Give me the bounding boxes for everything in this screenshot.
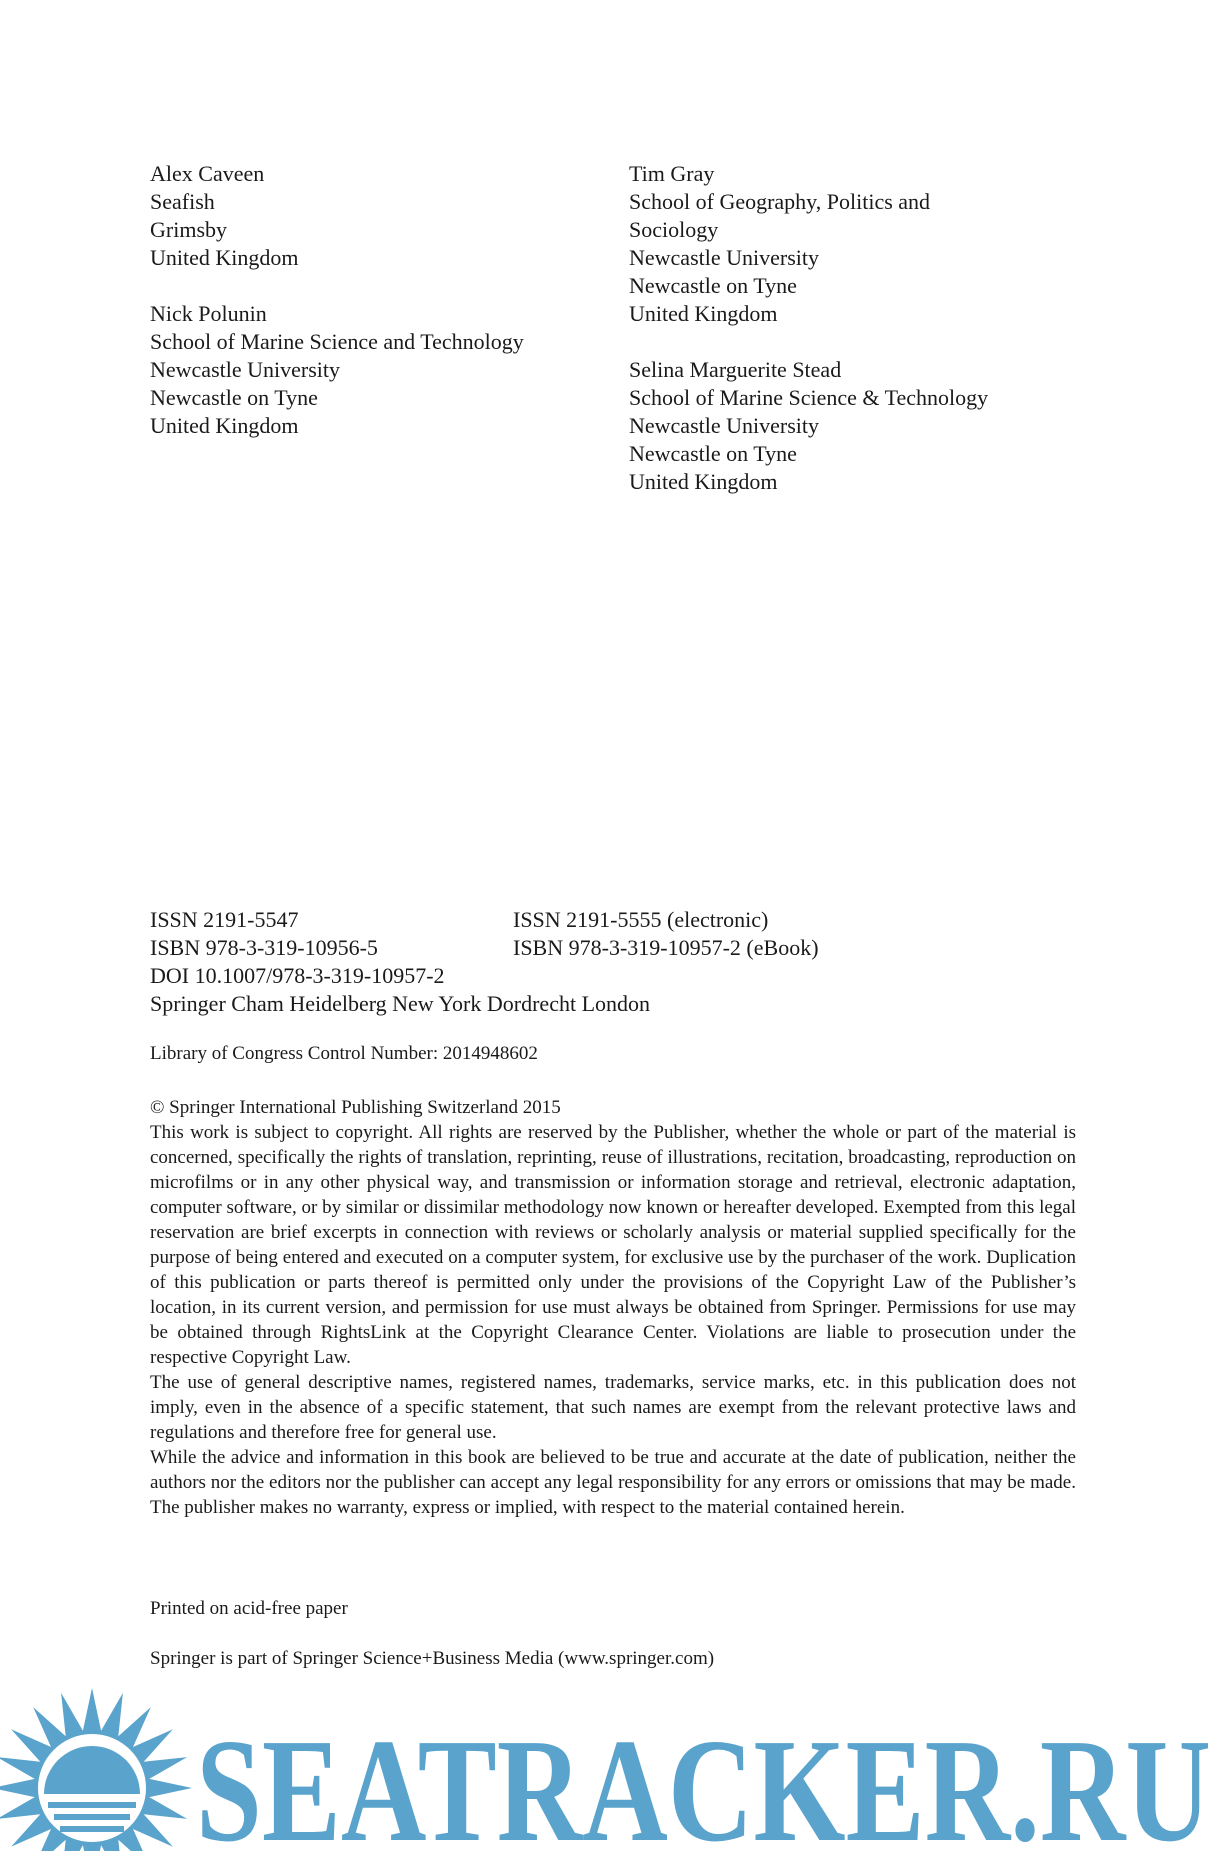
author-name: Selina Marguerite Stead [629, 357, 842, 382]
city-line: Newcastle on Tyne [150, 385, 318, 410]
watermark [0, 1670, 1221, 1851]
address-block [150, 300, 590, 440]
isbn-row [150, 934, 1090, 962]
isbn-ebook: ISBN 978-3-319-10957-2 (eBook) [513, 935, 819, 960]
affiliation-line: Sociology [629, 217, 719, 242]
affiliation-line: Newcastle University [150, 357, 340, 382]
country-line: United Kingdom [629, 469, 778, 494]
affiliation-line: School of Geography, Politics and [629, 189, 931, 214]
affiliation-line: School of Marine Science and Technology [150, 329, 524, 354]
author-name: Nick Polunin [150, 301, 267, 326]
isbn-print: ISBN 978-3-319-10956-5 [150, 935, 378, 960]
affiliation-line: Newcastle University [629, 413, 819, 438]
bibliographic-identifiers [150, 906, 1090, 1018]
city-line: Grimsby [150, 217, 227, 242]
legal-notice [150, 1095, 1076, 1520]
copyright-paragraph: This work is subject to copyright. All rights are reserved by the Publisher, whether the whole or part of the material is concerned, specifically the rights of translation, reprinting, reuse of illustrations, recitation, broadcasting, reproduction on microfilms or in any other physical way, and transmission or information storage and retrieval, electronic adaptation, computer software, or by similar or dissimilar methodology now known or hereafter developed. Exempted from this legal reservation are brief excerpts in connection with reviews or scholarly analysis or material supplied specifically for the purpose of being entered and executed on a computer system, for exclusive use by the purchaser of the work. Duplication of this publication or parts thereof is permitted only under the provisions of the Copyright Law of the Publisher’s location, in its current version, and permission for use must always be obtained from Springer. Permissions for use may be obtained through RightsLink at the Copyright Clearance Center. Violations are liable to prosecution under the respective Copyright Law. [150, 1122, 1076, 1368]
affiliation-line: School of Marine Science & Technology [629, 385, 989, 410]
issn-print: ISSN 2191-5547 [150, 907, 299, 932]
affiliation-line: Newcastle University [629, 245, 819, 270]
trademark-paragraph: The use of general descriptive names, registered names, trademarks, service marks, etc. in this publication does not imply, even in the absence of a specific statement, that such names are exempt from the relevant protective laws and regulations and therefore free for general use. [150, 1372, 1076, 1443]
springer-note: Springer is part of Springer Science+Business Media (www.springer.com) [150, 1648, 715, 1669]
disclaimer-paragraph: While the advice and information in this book are believed to be true and accurate at the date of publication, neither the authors nor the editors nor the publisher can accept any legal responsibility for any errors or omissions that may be made. The publisher makes no warranty, express or implied, with respect to the material contained herein. [150, 1447, 1076, 1518]
publisher-places: Springer Cham Heidelberg New York Dordrecht London [150, 991, 651, 1016]
city-line: Newcastle on Tyne [629, 441, 797, 466]
copyright-line: © Springer International Publishing Switzerland 2015 [150, 1097, 561, 1118]
address-block [629, 160, 1089, 328]
issn-electronic: ISSN 2191-5555 (electronic) [513, 907, 769, 932]
sun-icon [0, 1688, 192, 1851]
issn-row [150, 906, 1090, 934]
author-name: Tim Gray [629, 161, 715, 186]
printed-note: Printed on acid-free paper [150, 1598, 348, 1619]
country-line: United Kingdom [150, 413, 299, 438]
affiliation-line: Seafish [150, 189, 215, 214]
city-line: Newcastle on Tyne [629, 273, 797, 298]
address-block [629, 356, 1089, 496]
lccn-line: Library of Congress Control Number: 2014948602 [150, 1043, 538, 1064]
address-column-left [150, 160, 590, 468]
country-line: United Kingdom [629, 301, 778, 326]
author-name: Alex Caveen [150, 161, 265, 186]
doi: DOI 10.1007/978-3-319-10957-2 [150, 963, 445, 988]
watermark-text: SEATRACKER.RU [196, 1709, 1211, 1851]
address-column-right [629, 160, 1089, 524]
country-line: United Kingdom [150, 245, 299, 270]
address-block [150, 160, 590, 272]
